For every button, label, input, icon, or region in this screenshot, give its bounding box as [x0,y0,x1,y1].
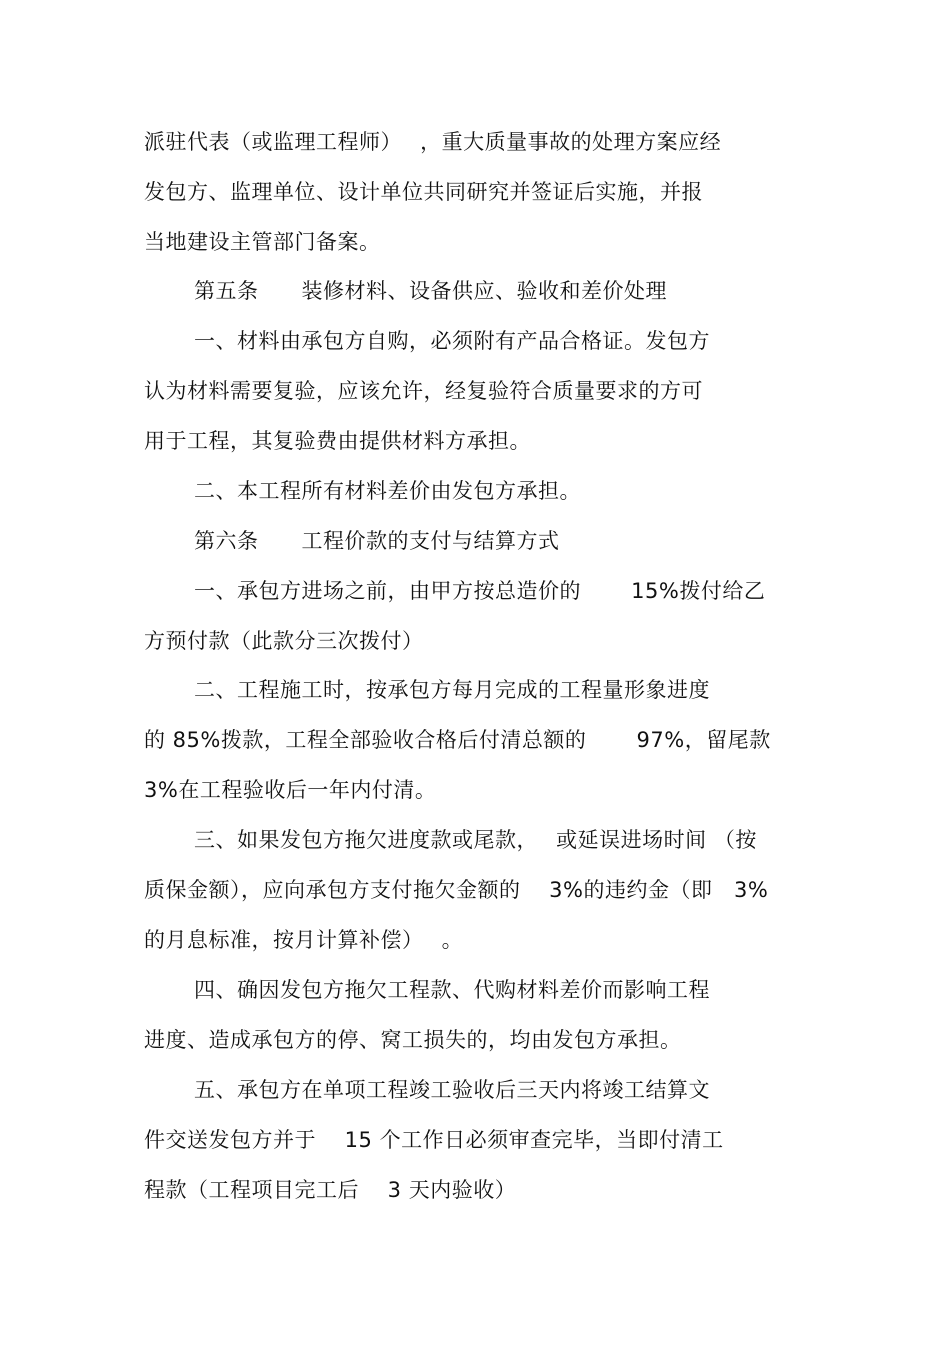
text-line: 进度、造成承包方的停、窝工损失的，均由发包方承担。 [144,1028,682,1052]
text-line: 3%在工程验收后一年内付清。 [144,778,437,802]
text-line: 程款（工程项目完工后 3 天内验收） [144,1178,517,1202]
text-line: 件交送发包方并于 15 个工作日必须审查完毕，当即付清工 [144,1128,724,1152]
text-line: 质保金额），应向承包方支付拖欠金额的 3%的违约金（即 3% [144,878,769,902]
text-line: 五、承包方在单项工程竣工验收后三天内将竣工结算文 [194,1078,710,1102]
text-line: 发包方、监理单位、设计单位共同研究并签证后实施，并报 [144,180,703,204]
text-line: 一、材料由承包方自购，必须附有产品合格证。发包方 [194,329,710,353]
text-line: 一、承包方进场之前，由甲方按总造价的 15%拨付给乙 [194,579,766,603]
section-heading: 第六条 工程价款的支付与结算方式 [194,529,560,553]
text-line: 认为材料需要复验，应该允许，经复验符合质量要求的方可 [144,379,703,403]
text-line: 当地建设主管部门备案。 [144,230,381,254]
text-line: 派驻代表（或监理工程师） ，重大质量事故的处理方案应经 [144,130,722,154]
text-line: 二、工程施工时，按承包方每月完成的工程量形象进度 [194,678,710,702]
text-line: 用于工程，其复验费由提供材料方承担。 [144,429,531,453]
text-line: 方预付款（此款分三次拨付） [144,629,424,653]
section-heading: 第五条 装修材料、设备供应、验收和差价处理 [194,279,667,303]
text-line: 三、如果发包方拖欠进度款或尾款， 或延误进场时间 （按 [194,828,757,852]
text-line: 二、本工程所有材料差价由发包方承担。 [194,479,581,503]
text-line: 的 85%拨款，工程全部验收合格后付清总额的 97%，留尾款 [144,728,771,752]
text-line: 四、确因发包方拖欠工程款、代购材料差价而影响工程 [194,978,710,1002]
text-line: 的月息标准，按月计算补偿） 。 [144,928,464,952]
